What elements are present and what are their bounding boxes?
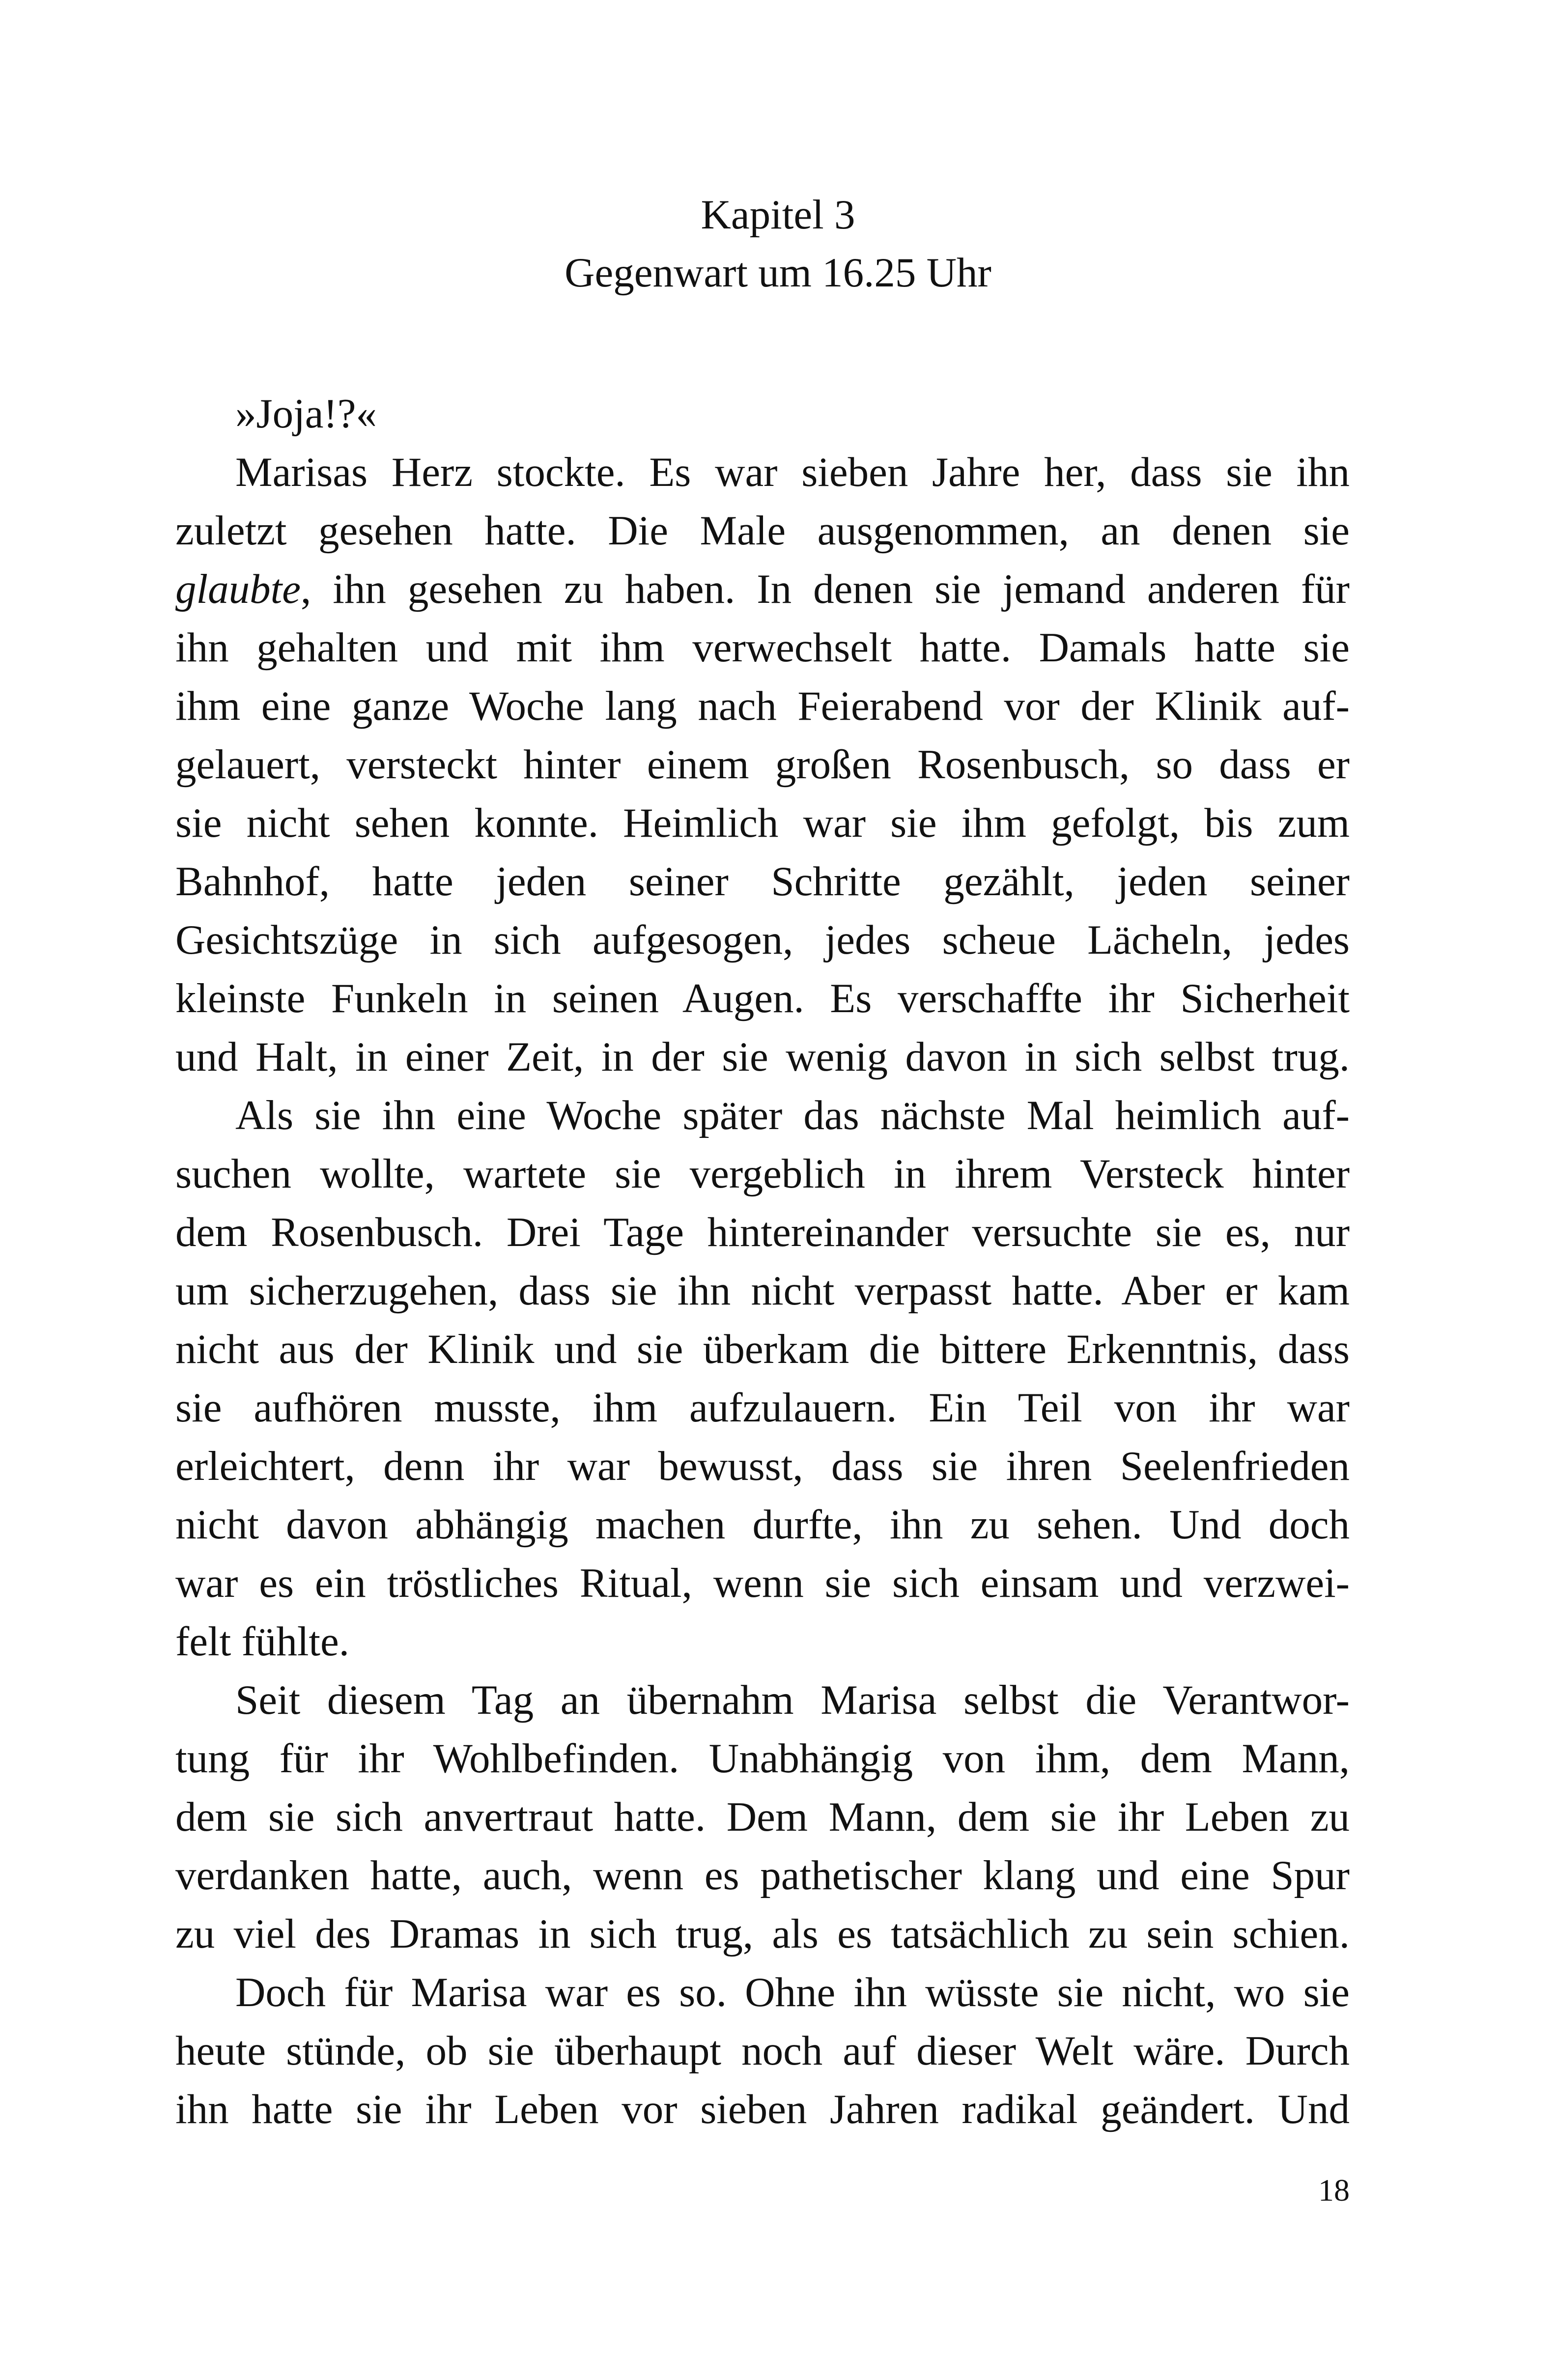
text-line: sie aufhören musste, ihm aufzulauern. Ein Teil von ihr war: [175, 1385, 1350, 1431]
text-line: ihm eine ganze Woche lang nach Feierabend vor der Klinik auf-: [175, 683, 1350, 729]
emphasis: glaubte: [175, 566, 301, 612]
text-line: ihn gehalten und mit ihm verwechselt hatte. Damals hatte sie: [175, 624, 1350, 671]
text-line: gelauert, versteckt hinter einem großen Rosenbusch, so dass er: [175, 741, 1350, 788]
text-line: tung für ihr Wohlbefinden. Unabhängig von ihm, dem Mann,: [175, 1735, 1350, 1782]
text-line: ihn hatte sie ihr Leben vor sieben Jahren radikal geändert. Und: [175, 2086, 1350, 2132]
text-line: Gesichtszüge in sich aufgesogen, jedes scheue Lächeln, jedes: [175, 917, 1350, 963]
text-line: dem Rosenbusch. Drei Tage hintereinander versuchte sie es, nur: [175, 1209, 1350, 1255]
text-line: um sicherzugehen, dass sie ihn nicht verpasst hatte. Aber er kam: [175, 1268, 1350, 1314]
text-line: nicht davon abhängig machen durfte, ihn zu sehen. Und doch: [175, 1502, 1350, 1548]
text-line: Als sie ihn eine Woche später das nächste Mal heimlich auf-: [235, 1092, 1350, 1138]
text-line: verdanken hatte, auch, wenn es pathetischer klang und eine Spur: [175, 1852, 1350, 1898]
text-line: sie nicht sehen konnte. Heimlich war sie ihm gefolgt, bis zum: [175, 800, 1350, 846]
text-line: war es ein tröstliches Ritual, wenn sie sich einsam und verzwei-: [175, 1560, 1350, 1606]
text-line: heute stünde, ob sie überhaupt noch auf dieser Welt wäre. Durch: [175, 2028, 1350, 2074]
text-line: dem sie sich anvertraut hatte. Dem Mann, dem sie ihr Leben zu: [175, 1794, 1350, 1840]
text-line: Seit diesem Tag an übernahm Marisa selbst die Verantwor-: [235, 1677, 1350, 1723]
text-line: kleinste Funkeln in seinen Augen. Es verschaffte ihr Sicherheit: [175, 975, 1350, 1021]
text-line: »Joja!?«: [235, 391, 377, 437]
text-line: Bahnhof, hatte jeden seiner Schritte gezählt, jeden seiner: [175, 858, 1350, 905]
page-number: 18: [1318, 2173, 1350, 2208]
text-line: Marisas Herz stockte. Es war sieben Jahre her, dass sie ihn: [235, 449, 1350, 495]
text-line: und Halt, in einer Zeit, in der sie wenig davon in sich selbst trug.: [175, 1034, 1350, 1080]
text-line: felt fühlte.: [175, 1618, 350, 1665]
text-line: Doch für Marisa war es so. Ohne ihn wüsste sie nicht, wo sie: [235, 1969, 1350, 2015]
text-line: suchen wollte, wartete sie vergeblich in ihrem Versteck hinter: [175, 1151, 1350, 1197]
body-text: [175, 385, 1350, 2139]
text-line: nicht aus der Klinik und sie überkam die bittere Erkenntnis, dass: [175, 1326, 1350, 1372]
chapter-title: Kapitel 3: [701, 192, 855, 238]
chapter-heading: [0, 186, 1556, 302]
chapter-subtitle: Gegenwart um 16.25 Uhr: [565, 250, 991, 296]
text-line: glaubte, ihn gesehen zu haben. In denen sie jemand anderen für: [175, 566, 1350, 612]
text-line: zu viel des Dramas in sich trug, als es tatsächlich zu sein schien.: [175, 1911, 1350, 1957]
text-line: zuletzt gesehen hatte. Die Male ausgenommen, an denen sie: [175, 508, 1350, 554]
text-line: erleichtert, denn ihr war bewusst, dass sie ihren Seelenfrieden: [175, 1443, 1350, 1489]
